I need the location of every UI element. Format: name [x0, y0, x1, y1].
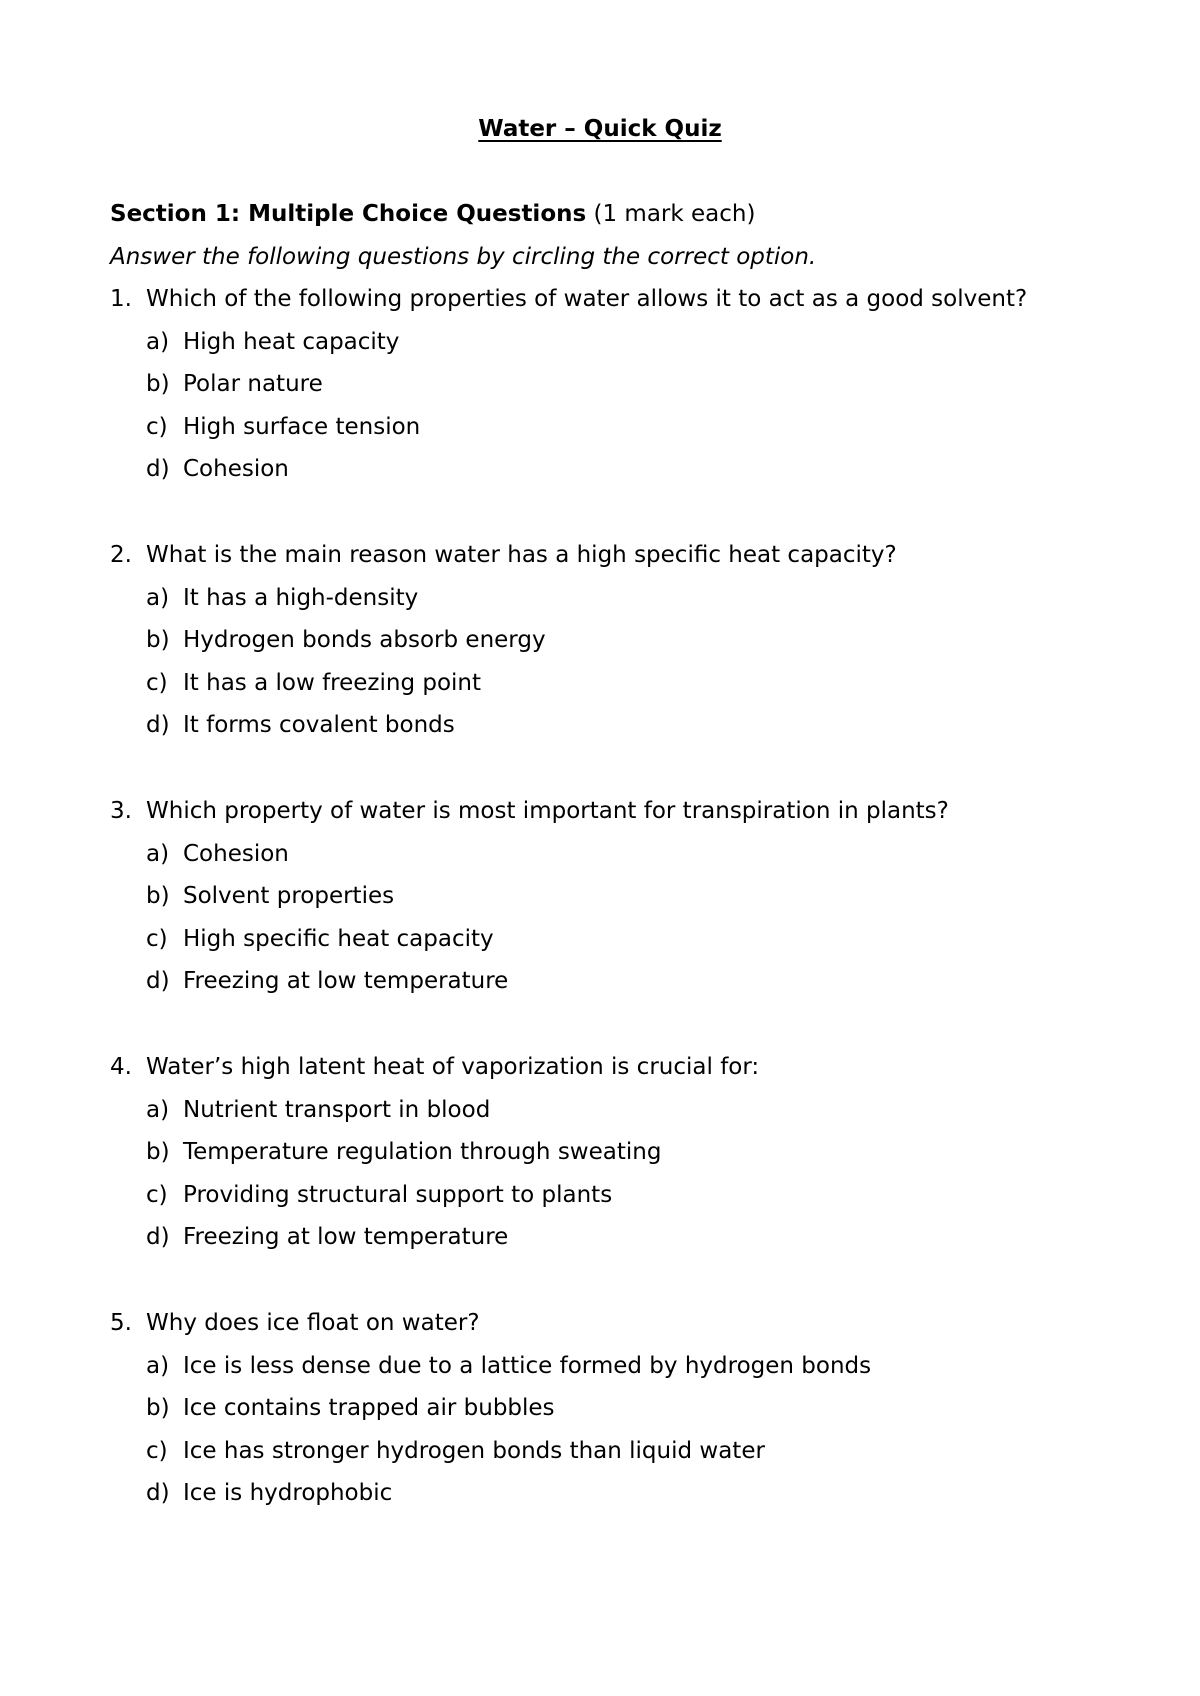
question-2: [110, 540, 1110, 753]
option-letter: a): [146, 328, 170, 355]
option-letter: d): [146, 712, 170, 738]
option-letter: d): [146, 1224, 170, 1250]
option-c[interactable]: [110, 412, 1110, 455]
option-letter: b): [146, 371, 170, 397]
option-letter: d): [146, 968, 170, 994]
option-a[interactable]: [110, 1095, 1110, 1138]
option-letter: c): [146, 1437, 168, 1464]
question-stem: [110, 1052, 1110, 1095]
option-d[interactable]: [110, 710, 1110, 753]
option-c[interactable]: [110, 924, 1110, 967]
option-c[interactable]: [110, 668, 1110, 711]
option-a[interactable]: [110, 839, 1110, 882]
option-letter: a): [146, 1352, 170, 1379]
question-stem: [110, 796, 1110, 839]
option-b[interactable]: [110, 1137, 1110, 1180]
question-number: 2.: [110, 542, 132, 568]
question-number: 3.: [110, 798, 132, 824]
option-text: Temperature regulation through sweating: [183, 1139, 662, 1165]
option-letter: b): [146, 883, 170, 909]
option-letter: d): [146, 1480, 170, 1506]
option-text: It has a high-density: [183, 584, 419, 611]
question-number: 4.: [110, 1054, 132, 1080]
option-text: Ice has stronger hydrogen bonds than liquid water: [183, 1437, 765, 1464]
question-number: 1.: [110, 286, 132, 312]
option-text: Cohesion: [183, 456, 289, 482]
option-letter: c): [146, 413, 168, 440]
option-b[interactable]: [110, 625, 1110, 668]
option-d[interactable]: [110, 1222, 1110, 1265]
section-marks: (1 mark each): [593, 201, 756, 227]
option-d[interactable]: [110, 966, 1110, 1009]
option-c[interactable]: [110, 1436, 1110, 1479]
option-text: High heat capacity: [183, 328, 400, 355]
question-text: Water’s high latent heat of vaporization is crucial for:: [146, 1054, 760, 1080]
option-a[interactable]: [110, 583, 1110, 626]
option-text: Ice is hydrophobic: [183, 1480, 393, 1506]
option-letter: c): [146, 925, 168, 952]
option-b[interactable]: [110, 881, 1110, 924]
option-text: Providing structural support to plants: [183, 1181, 613, 1208]
option-letter: c): [146, 1181, 168, 1208]
option-b[interactable]: [110, 369, 1110, 412]
option-a[interactable]: [110, 327, 1110, 370]
option-text: High surface tension: [183, 413, 421, 440]
option-letter: d): [146, 456, 170, 482]
option-text: Freezing at low temperature: [183, 1224, 509, 1250]
option-c[interactable]: [110, 1180, 1110, 1223]
question-text: Why does ice float on water?: [146, 1310, 480, 1336]
page-title: Water – Quick Quiz: [478, 116, 722, 142]
question-5: [110, 1308, 1110, 1521]
option-letter: c): [146, 669, 168, 696]
option-text: It has a low freezing point: [183, 669, 482, 696]
question-stem: [110, 284, 1110, 327]
question-number: 5.: [110, 1310, 132, 1336]
question-3: [110, 796, 1110, 1009]
option-b[interactable]: [110, 1393, 1110, 1436]
question-stem: [110, 540, 1110, 583]
question-text: Which of the following properties of water allows it to act as a good solvent?: [146, 286, 1028, 312]
option-text: Polar nature: [183, 371, 323, 397]
option-text: Solvent properties: [183, 883, 395, 909]
option-text: Cohesion: [183, 840, 289, 867]
section-heading: [110, 199, 755, 229]
option-text: Ice is less dense due to a lattice formed by hydrogen bonds: [183, 1352, 872, 1379]
section-heading-label: Section 1: Multiple Choice Questions: [110, 201, 587, 227]
question-4: [110, 1052, 1110, 1265]
option-d[interactable]: [110, 454, 1110, 497]
option-letter: b): [146, 1395, 170, 1421]
question-text: Which property of water is most important for transpiration in plants?: [146, 798, 949, 824]
option-text: Hydrogen bonds absorb energy: [183, 627, 546, 653]
question-stem: [110, 1308, 1110, 1351]
option-text: Nutrient transport in blood: [183, 1096, 491, 1123]
section-instruction: Answer the following questions by circling the correct option.: [110, 244, 817, 270]
option-text: It forms covalent bonds: [183, 712, 455, 738]
option-letter: b): [146, 1139, 170, 1165]
option-text: Ice contains trapped air bubbles: [183, 1395, 555, 1421]
question-1: [110, 284, 1110, 497]
question-text: What is the main reason water has a high specific heat capacity?: [146, 542, 897, 568]
option-letter: b): [146, 627, 170, 653]
option-d[interactable]: [110, 1478, 1110, 1521]
option-a[interactable]: [110, 1351, 1110, 1394]
option-text: High specific heat capacity: [183, 925, 494, 952]
option-letter: a): [146, 840, 170, 867]
option-letter: a): [146, 584, 170, 611]
option-letter: a): [146, 1096, 170, 1123]
option-text: Freezing at low temperature: [183, 968, 509, 994]
